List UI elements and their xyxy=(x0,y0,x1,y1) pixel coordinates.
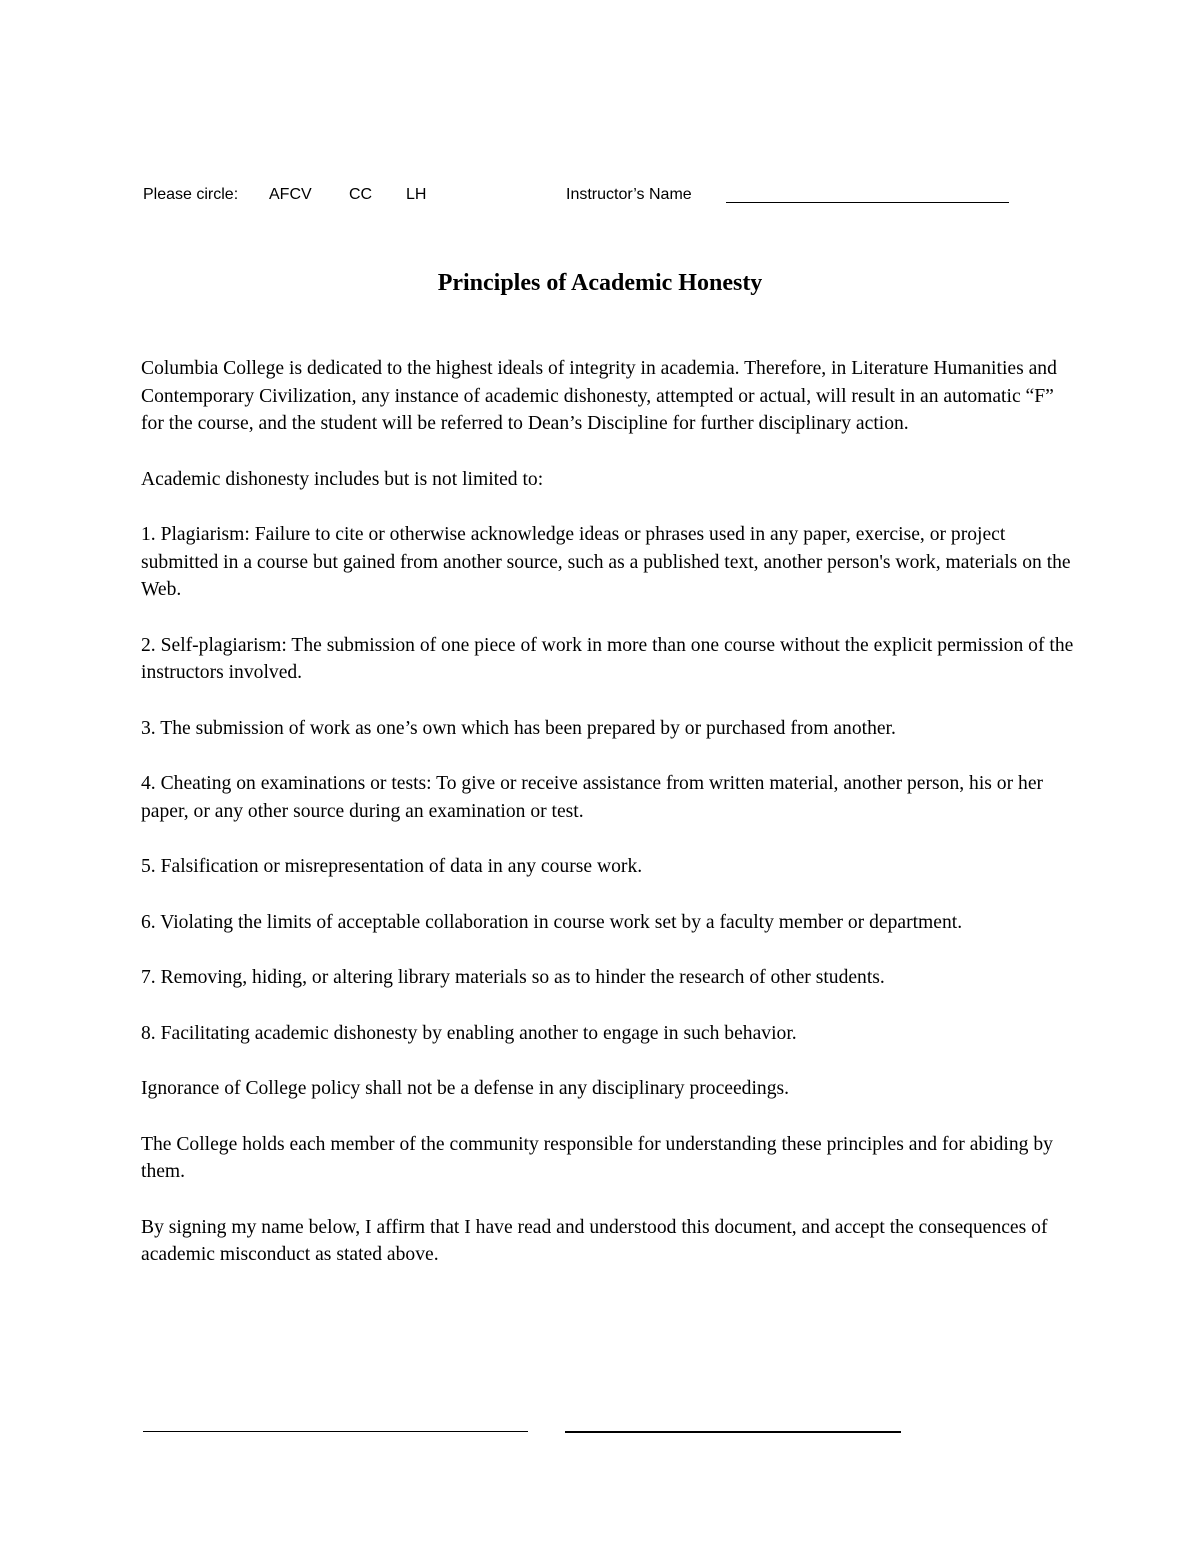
affirmation-paragraph: By signing my name below, I affirm that I have read and understood this document, and accept the consequences of academic misconduct as stated above. xyxy=(141,1216,1048,1265)
option-lh[interactable]: LH xyxy=(406,186,427,203)
circle-label: Please circle: xyxy=(143,186,239,203)
document-body xyxy=(141,355,1081,1297)
list-item: 8. Facilitating academic dishonesty by enabling another to engage in such behavior. xyxy=(141,1022,797,1044)
instructor-name-field[interactable] xyxy=(726,202,1009,203)
form-header xyxy=(143,183,1043,207)
page-title: Principles of Academic Honesty xyxy=(437,270,763,296)
intro-paragraph: Columbia College is dedicated to the highest ideals of integrity in academia. Therefore, in Literature Humanities and Contemporary Civilization, any instance of academic dishonesty, attempted or actual, will result in an automatic “F” for the course, and the student will be referred to Dean’s Discipline for further disciplinary action. xyxy=(141,358,1057,434)
name-signature-line[interactable] xyxy=(143,1431,528,1432)
includes-heading: Academic dishonesty includes but is not limited to: xyxy=(141,468,544,490)
responsibility-paragraph: The College holds each member of the community responsible for understanding these principles and for abiding by them. xyxy=(141,1133,1053,1182)
list-item: 5. Falsification or misrepresentation of data in any course work. xyxy=(141,856,643,877)
ignorance-paragraph: Ignorance of College policy shall not be a defense in any disciplinary proceedings. xyxy=(141,1078,790,1099)
list-item: 1. Plagiarism: Failure to cite or otherwise acknowledge ideas or phrases used in any paper, exercise, or project submitted in a course but gained from another source, such as a published text, another person's work, materials on the Web. xyxy=(141,524,1071,600)
list-item: 4. Cheating on examinations or tests: To give or receive assistance from written material, another person, his or her paper, or any other source during an examination or test. xyxy=(141,773,1044,822)
list-item: 2. Self-plagiarism: The submission of one piece of work in more than one course without the explicit permission of the instructors involved. xyxy=(141,634,1074,683)
list-item: 7. Removing, hiding, or altering library materials so as to hinder the research of other students. xyxy=(141,967,885,988)
date-signature-line[interactable] xyxy=(565,1431,901,1433)
instructor-name-label: Instructor’s Name xyxy=(566,186,692,203)
list-item: 3. The submission of work as one’s own which has been prepared by or purchased from another. xyxy=(141,717,896,739)
option-afcv[interactable]: AFCV xyxy=(269,186,312,203)
signature-row xyxy=(143,1431,903,1435)
list-item: 6. Violating the limits of acceptable collaboration in course work set by a faculty member or department. xyxy=(141,911,963,933)
option-cc[interactable]: CC xyxy=(349,186,373,203)
